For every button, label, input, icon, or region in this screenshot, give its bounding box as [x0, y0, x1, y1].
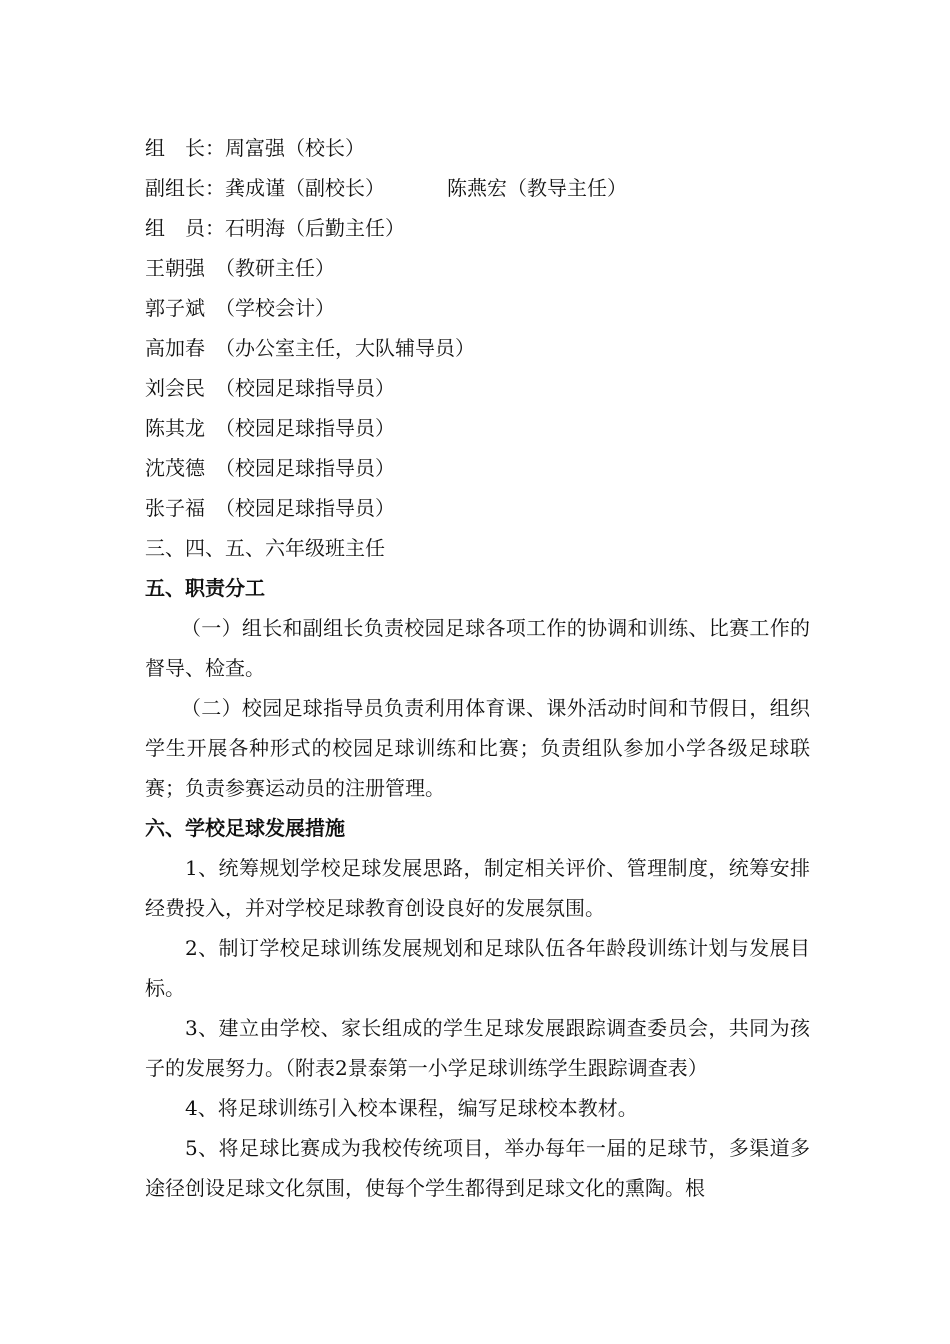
member-label-line: 组 员：石明海（后勤主任）	[145, 216, 405, 240]
leader-line: 组 长：周富强（校长）	[145, 136, 365, 160]
section-6-paragraph-5: 5、将足球比赛成为我校传统项目，举办每年一届的足球节，多渠道多途径创设足球文化氛围，使每个学生都得到足球文化的熏陶。根	[145, 1136, 810, 1200]
member-line: 高加春 （办公室主任，大队辅导员）	[145, 336, 475, 360]
section-6-heading: 六、学校足球发展措施	[145, 816, 345, 840]
section-5-heading: 五、职责分工	[145, 576, 265, 600]
section-6-paragraph-3: 3、建立由学校、家长组成的学生足球发展跟踪调查委员会，共同为孩子的发展努力。（附表2景泰第一小学足球训练学生跟踪调查表）	[145, 1016, 810, 1080]
deputy-a: 副组长：龚成谨（副校长）	[145, 176, 385, 200]
document-page	[145, 128, 810, 1208]
deputy-line	[145, 168, 810, 208]
member-line: 陈其龙 （校园足球指导员）	[145, 416, 395, 440]
section-6-paragraph-1: 1、统筹规划学校足球发展思路，制定相关评价、管理制度，统筹安排经费投入，并对学校足球教育创设良好的发展氛围。	[145, 856, 810, 920]
member-line: 三、四、五、六年级班主任	[145, 536, 385, 560]
section-6-paragraph-4: 4、将足球训练引入校本课程，编写足球校本教材。	[185, 1096, 638, 1120]
member-line: 王朝强 （教研主任）	[145, 256, 335, 280]
section-6-paragraph-2: 2、制订学校足球训练发展规划和足球队伍各年龄段训练计划与发展目标。	[145, 936, 810, 1000]
member-line: 张子福 （校园足球指导员）	[145, 496, 395, 520]
section-5-paragraph-2: （二）校园足球指导员负责利用体育课、课外活动时间和节假日，组织学生开展各种形式的校园足球训练和比赛；负责组队参加小学各级足球联赛；负责参赛运动员的注册管理。	[145, 696, 810, 800]
section-5-paragraph-1: （一）组长和副组长负责校园足球各项工作的协调和训练、比赛工作的督导、检查。	[145, 616, 810, 680]
deputy-b: 陈燕宏（教导主任）	[447, 176, 627, 200]
member-line: 沈茂德 （校园足球指导员）	[145, 456, 395, 480]
member-line: 郭子斌 （学校会计）	[145, 296, 335, 320]
member-line: 刘会民 （校园足球指导员）	[145, 376, 395, 400]
